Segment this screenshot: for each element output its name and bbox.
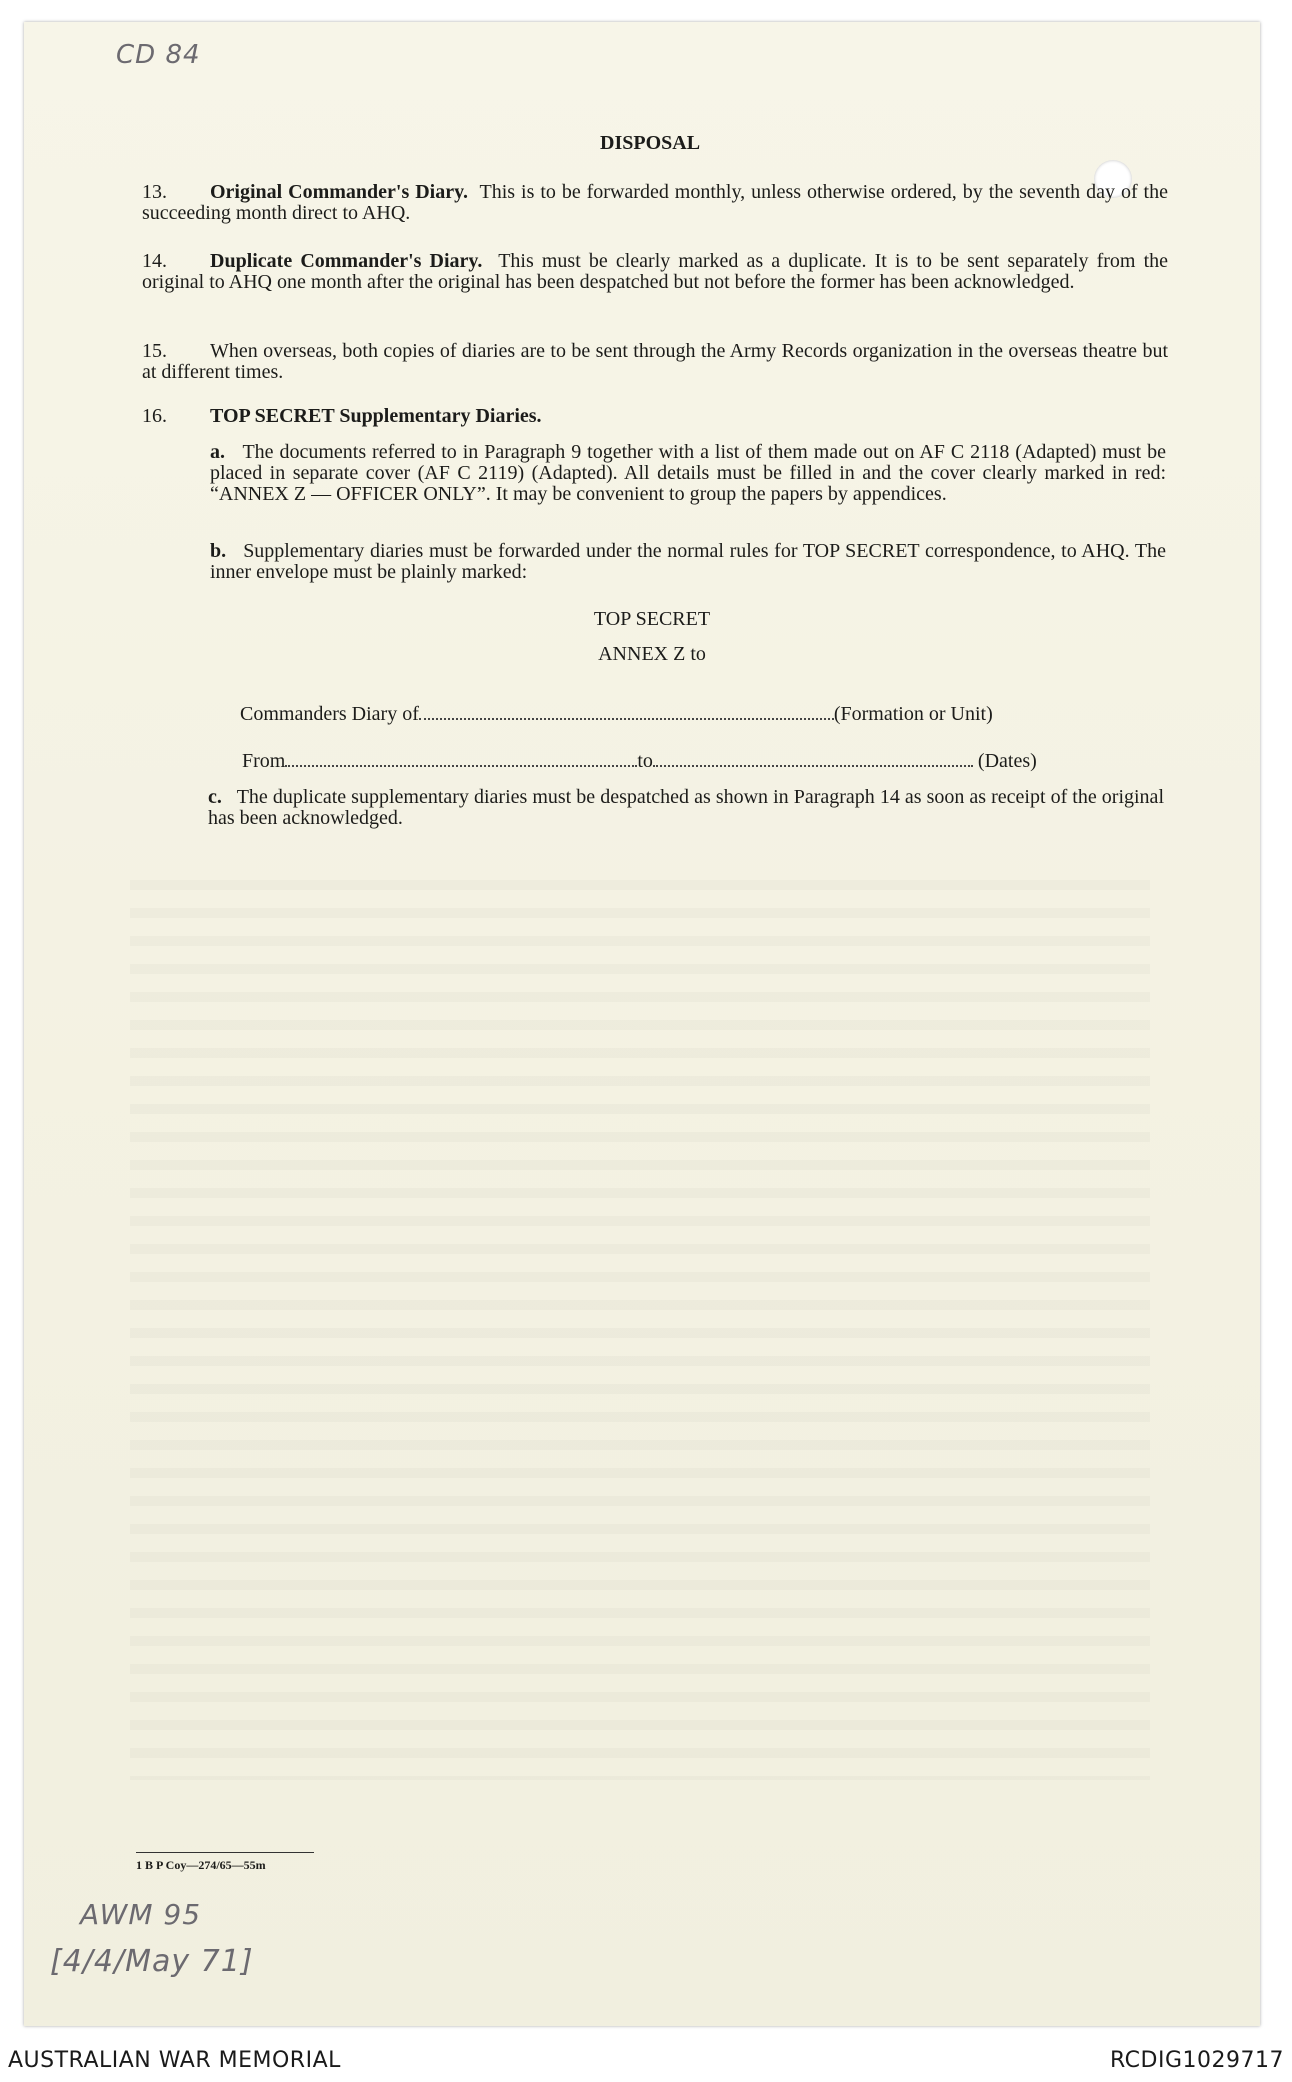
diary-of-line xyxy=(240,703,993,726)
paragraph-number: 16. xyxy=(142,405,167,427)
section-heading: DISPOSAL xyxy=(600,132,701,154)
paragraph-16 xyxy=(142,406,1168,427)
from-label: From xyxy=(242,750,286,772)
subparagraph-body: The duplicate supplementary diaries must be despatched as shown in Paragraph 14 as soon as receipt of the original has been acknowledged. xyxy=(208,786,1164,829)
paragraph-14 xyxy=(142,251,1168,293)
subparagraph-label: b. xyxy=(210,540,227,562)
printer-imprint: 1 B P Coy—274/65—55m xyxy=(136,1858,266,1872)
paragraph-title: Duplicate Commander's Diary. xyxy=(210,250,483,272)
paragraph-title: Original Commander's Diary. xyxy=(210,181,468,203)
paragraph-body: This must be clearly marked as a duplicate. It is to be sent separately from the original to AHQ one month after the original has been despatched but not before the former has been acknowledged. xyxy=(142,250,1169,293)
to-label: to xyxy=(637,750,653,772)
fill-in-line xyxy=(419,703,834,720)
paragraph-number: 13. xyxy=(142,181,167,203)
paragraph-body: When overseas, both copies of diaries are to be sent through the Army Records organization in the overseas theatre but at different times. xyxy=(142,340,1168,383)
paragraph-13 xyxy=(142,182,1168,224)
formation-label: (Formation or Unit) xyxy=(833,703,993,725)
handwritten-ref-bottom-2: [4/4/May 71] xyxy=(50,1944,254,1979)
envelope-line-annex: ANNEX Z to xyxy=(598,643,706,665)
subparagraph-label: a. xyxy=(210,441,225,463)
footer-id: RCDIG1029717 xyxy=(1109,2048,1284,2073)
imprint-rule xyxy=(136,1852,314,1853)
paragraph-title: TOP SECRET Supplementary Diaries. xyxy=(210,405,542,427)
paragraph-15 xyxy=(142,341,1168,383)
handwritten-ref-top: CD 84 xyxy=(116,40,201,70)
subparagraph-body: Supplementary diaries must be forwarded under the normal rules for TOP SECRET correspondence, to AHQ. The inner envelope must be plainly marked: xyxy=(210,540,1167,583)
bleed-through-texture xyxy=(130,880,1150,1780)
fill-in-line xyxy=(653,750,973,767)
envelope-line-top-secret: TOP SECRET xyxy=(593,608,711,630)
dates-label: (Dates) xyxy=(977,750,1037,772)
subparagraph-label: c. xyxy=(208,786,222,808)
subparagraph-body: The documents referred to in Paragraph 9 together with a list of them made out on AF C 2118 (Adapted) must be placed in separate cover (AF C 2119) (Adapted). All details must be filled in and the cover clearly marked in red: “ANNEX Z — OFFICER ONLY”. It may be convenient to group the papers by appendices. xyxy=(210,441,1167,505)
diary-of-label: Commanders Diary of xyxy=(240,703,419,725)
paragraph-body: This is to be forwarded monthly, unless otherwise ordered, by the seventh day of the succeeding month direct to AHQ. xyxy=(142,181,1168,224)
footer-source: AUSTRALIAN WAR MEMORIAL xyxy=(8,2048,341,2073)
paragraph-number: 15. xyxy=(142,340,167,362)
handwritten-ref-bottom-1: AWM 95 xyxy=(80,1898,202,1931)
subparagraph-b xyxy=(210,541,1166,583)
subparagraph-a xyxy=(210,442,1166,505)
from-to-line xyxy=(242,750,1037,773)
subparagraph-c xyxy=(208,787,1164,829)
fill-in-line xyxy=(285,750,637,767)
paragraph-number: 14. xyxy=(142,250,167,272)
